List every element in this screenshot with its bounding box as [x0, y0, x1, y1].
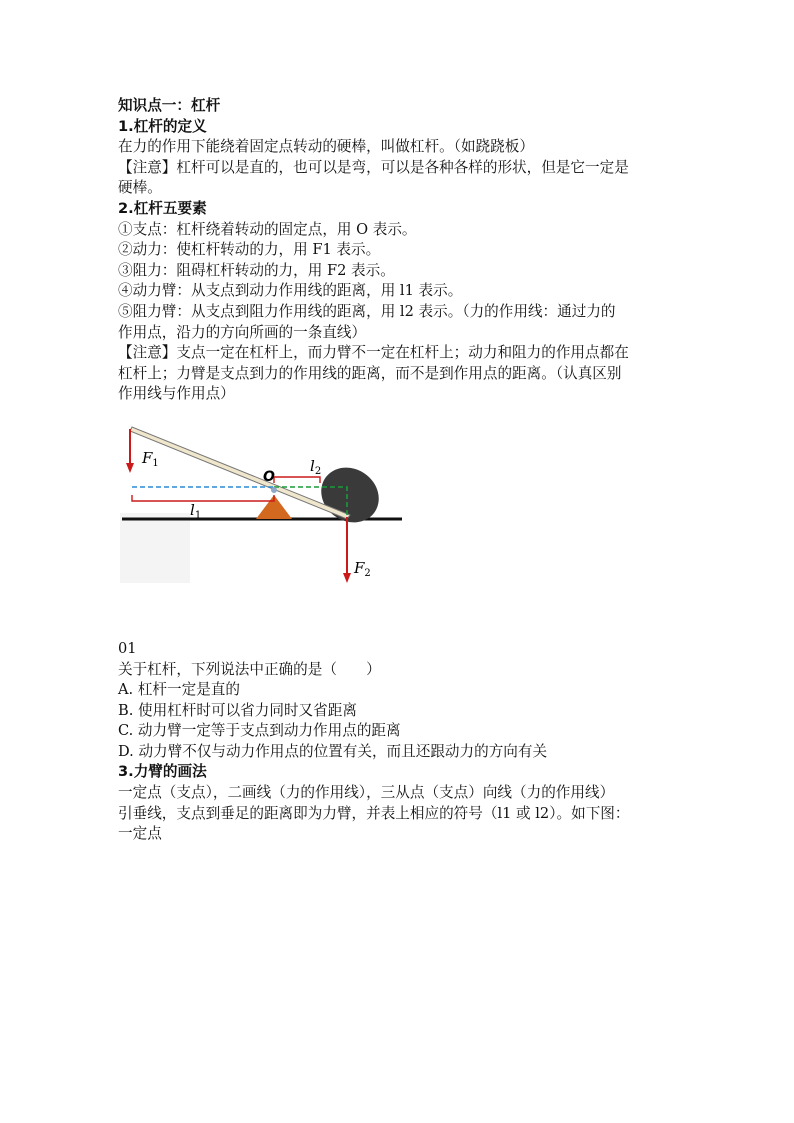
resistance-force-arrowhead [343, 573, 351, 583]
definition-title: 1.杠杆的定义 [118, 117, 207, 135]
option-d: D. 动力臂不仅与动力作用点的位置有关，而且还跟动力的方向有关 [118, 742, 548, 760]
l2-label: $l_2$ [310, 456, 322, 477]
element-resistance-arm-cont: 作用点，沿力的方向所画的一条直线） [118, 323, 367, 341]
elements-title: 2.杠杆五要素 [118, 199, 207, 217]
f2-label: $F_2$ [354, 558, 371, 579]
resistance-arm-bracket [274, 477, 320, 483]
document-page [118, 96, 678, 845]
o-label: O [263, 468, 275, 485]
method-line-3: 一定点 [118, 825, 162, 843]
question-number: 01 [118, 639, 137, 657]
definition-text: 在力的作用下能绕着固定点转动的硬棒，叫做杠杆。（如跷跷板） [118, 138, 534, 156]
effort-force-arrowhead [126, 463, 134, 473]
background-smudge [120, 513, 190, 583]
option-c: C. 动力臂一定等于支点到动力作用点的距离 [118, 722, 401, 740]
element-resistance: ③阻力：阻碍杠杆转动的力，用 F2 表示。 [118, 261, 395, 279]
f1-label: $F_1$ [142, 448, 159, 469]
method-line-2: 引垂线，支点到垂足的距离即为力臂，并表上相应的符号（l1 或 l2）。如下图： [118, 804, 630, 822]
l1-label: $l_1$ [190, 500, 202, 521]
option-a: A. 杠杆一定是直的 [118, 681, 240, 699]
method-line-1: 一定点（支点），二画线（力的作用线），三从点（支点）向线（力的作用线） [118, 784, 615, 802]
elements-note-line-3: 作用线与作用点） [118, 385, 235, 403]
definition-note-line-1: 【注意】杠杆可以是直的，也可以是弯，可以是各种各样的形状，但是它一定是 [118, 158, 629, 176]
pivot-dot [271, 487, 277, 493]
element-effort: ②动力：使杠杆转动的力，用 F1 表示。 [118, 241, 381, 259]
effort-arm-bracket [132, 495, 274, 501]
definition-note-line-2: 硬棒。 [118, 179, 162, 197]
question-stem: 关于杠杆，下列说法中正确的是（ ） [118, 660, 381, 678]
method-title: 3.力臂的画法 [118, 763, 207, 781]
lever-diagram [118, 413, 418, 593]
section-heading: 知识点一：杠杆 [118, 97, 221, 114]
elements-note-line-2: 杠杆上；力臂是支点到力的作用线的距离，而不是到作用点的距离。（认真区别 [118, 364, 622, 382]
elements-note-line-1: 【注意】支点一定在杠杆上，而力臂不一定在杠杆上；动力和阻力的作用点都在 [118, 344, 629, 362]
lever-diagram-svg [118, 413, 418, 593]
option-b: B. 使用杠杆时可以省力同时又省距离 [118, 701, 357, 719]
element-fulcrum: ①支点：杠杆绕着转动的固定点，用 O 表示。 [118, 220, 417, 238]
element-effort-arm: ④动力臂：从支点到动力作用线的距离，用 l1 表示。 [118, 282, 463, 300]
stone-shape [311, 456, 390, 533]
element-resistance-arm: ⑤阻力臂：从支点到阻力作用线的距离，用 l2 表示。（力的作用线：通过力的 [118, 302, 616, 320]
